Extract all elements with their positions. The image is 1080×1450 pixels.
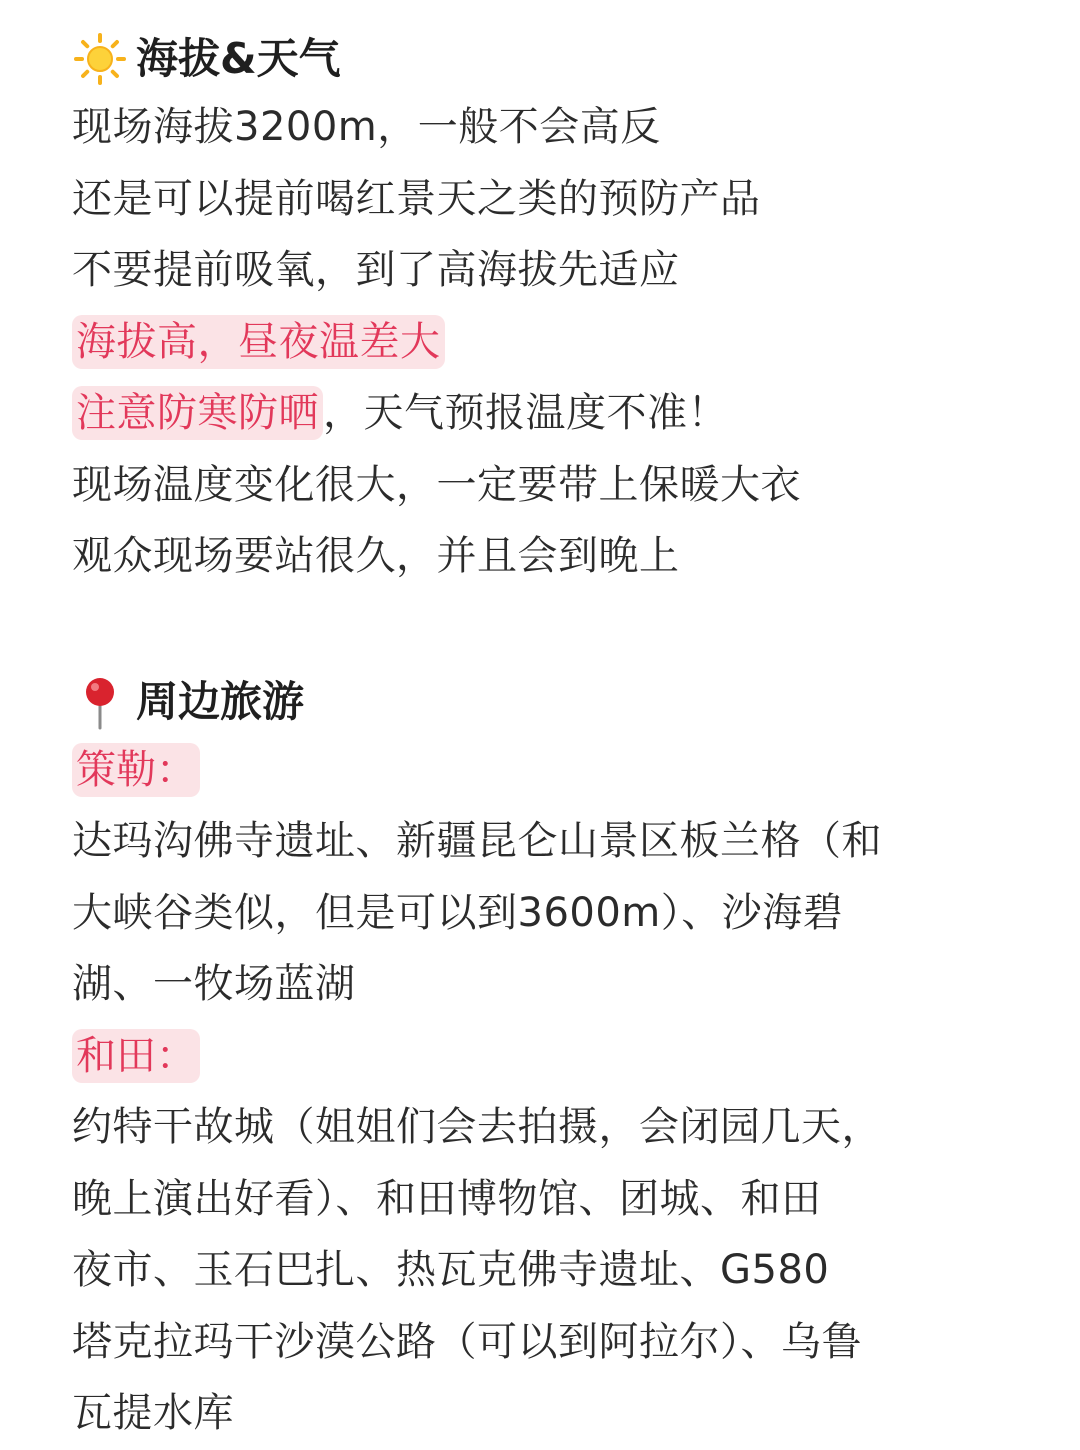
text-line: 还是可以提前喝红景天之类的预防产品 (72, 175, 761, 222)
location-label-hetian (72, 1021, 1032, 1093)
highlight-text: 策勒： (72, 743, 200, 797)
text-line: 大峡谷类似，但是可以到3600m）、沙海碧 (72, 889, 844, 936)
pushpin-icon (72, 674, 128, 730)
text-line: 塔克拉玛干沙漠公路（可以到阿拉尔）、乌鲁 (72, 1318, 862, 1365)
text-line: 夜市、玉石巴扎、热瓦克佛寺遗址、G580 (72, 1247, 830, 1293)
highlight-text: 海拔高，昼夜温差大 (72, 315, 445, 369)
mixed-highlight-line (72, 378, 1032, 450)
text-line: 约特干故城（姐姐们会去拍摄，会闭园几天， (72, 1104, 882, 1150)
text-line: 现场温度变化很大，一定要带上保暖大衣 (72, 461, 801, 508)
text-line: 瓦提水库 (72, 1390, 234, 1436)
text-line: 晚上演出好看）、和田博物馆、团城、和田 (72, 1175, 822, 1222)
highlight-text: 注意防寒防晒 (72, 386, 323, 440)
text-line: 湖、一牧场蓝湖 (72, 961, 356, 1007)
sun-icon (72, 31, 128, 87)
note-page (72, 26, 1032, 1450)
section-title-text: 周边旅游 (136, 676, 305, 726)
text-line: 达玛沟佛寺遗址、新疆昆仑山景区板兰格（和 (72, 818, 882, 864)
section-title-text: 海拔&天气 (136, 34, 341, 83)
text-line: 现场海拔3200m，一般不会高反 (72, 104, 661, 150)
section-spacer (72, 593, 1032, 669)
highlight-line (72, 307, 1032, 379)
text-line: 观众现场要站很久，并且会到晚上 (72, 533, 680, 579)
text-segment: ，天气预报温度不准！ (323, 390, 728, 436)
section-title-altitude-weather (72, 26, 1032, 92)
text-line: 不要提前吸氧，到了高海拔先适应 (72, 247, 680, 293)
highlight-text: 和田： (72, 1029, 200, 1083)
section-title-nearby-travel (72, 669, 1032, 735)
location-label-cele (72, 735, 1032, 807)
